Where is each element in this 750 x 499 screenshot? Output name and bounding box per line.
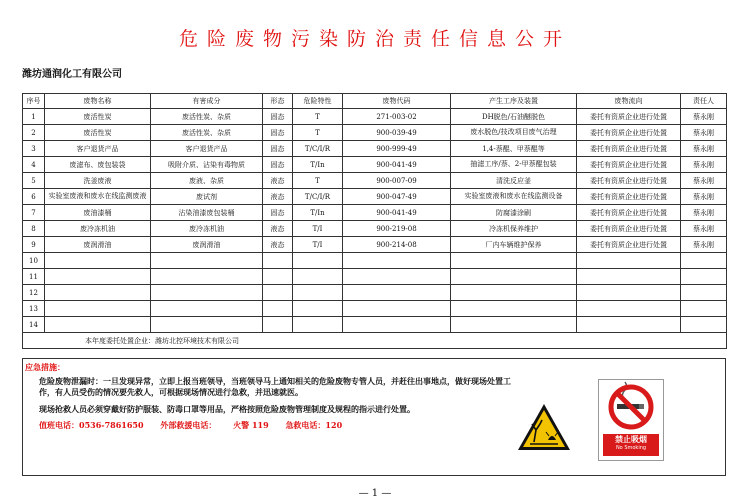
- table-cell: [343, 285, 451, 301]
- table-cell: T/In: [293, 157, 343, 173]
- table-cell: 固态: [263, 157, 293, 173]
- table-cell: 委托有资质企业进行处置: [577, 125, 681, 141]
- table-cell: 液态: [263, 237, 293, 253]
- table-row: [23, 125, 727, 141]
- table-cell: [293, 317, 343, 333]
- table-cell: 13: [23, 301, 45, 317]
- table-cell: [343, 317, 451, 333]
- table-cell: 蔡永刚: [681, 157, 727, 173]
- table-cell: [293, 301, 343, 317]
- column-header: 序号: [23, 94, 45, 109]
- table-row: [23, 189, 727, 205]
- table-cell: [343, 253, 451, 269]
- table-cell: 蔡永刚: [681, 125, 727, 141]
- table-cell: [151, 317, 263, 333]
- page-number: — 1 —: [358, 488, 392, 499]
- table-cell: 废活性炭: [45, 109, 151, 125]
- column-header: 危险特性: [293, 94, 343, 109]
- table-cell: 14: [23, 317, 45, 333]
- table-cell: [343, 269, 451, 285]
- table-cell: 废活性炭、杂质: [151, 125, 263, 141]
- table-cell: 洗釜废液: [45, 173, 151, 189]
- table-cell: 7: [23, 205, 45, 221]
- no-smoking-icon: [599, 380, 663, 434]
- table-cell: 1,4-萘醌、甲萘醌等: [451, 141, 577, 157]
- emergency-paragraph-leak: 危险废物泄漏时：一旦发现异常，立即上报当班领导，当班领导马上通知相关的危险废物专管人员，并赶往出事地点，做好现场处置工作，有人员受伤的情况要先救人，可根据现场情况进行急救，并迅速就医。: [39, 376, 511, 397]
- external-rescue-phone: 外部救援电话：: [160, 420, 217, 430]
- table-cell: 8: [23, 221, 45, 237]
- page-title: 危险废物污染防治责任信息公开: [178, 28, 571, 50]
- table-cell: 蔡永刚: [681, 189, 727, 205]
- emergency-phones: [39, 420, 356, 431]
- table-cell: [681, 253, 727, 269]
- table-cell: 废油漆桶: [45, 205, 151, 221]
- table-cell: [293, 285, 343, 301]
- table-cell: [577, 285, 681, 301]
- table-cell: 3: [23, 141, 45, 157]
- column-header: 废物名称: [45, 94, 151, 109]
- table-cell: 900-041-49: [343, 205, 451, 221]
- table-cell: 12: [23, 285, 45, 301]
- no-smoking-en: No Smoking: [615, 445, 647, 451]
- table-cell: 固态: [263, 205, 293, 221]
- table-cell: 900-039-49: [343, 125, 451, 141]
- table-cell: 实验室废液和废水在线监测设备: [451, 189, 577, 205]
- table-cell: [577, 301, 681, 317]
- table-cell: 防腐漆涂刷: [451, 205, 577, 221]
- table-cell: 液态: [263, 173, 293, 189]
- table-row: [23, 205, 727, 221]
- table-cell: [151, 253, 263, 269]
- table-cell: 实验室废液和废水在线监测废液: [45, 189, 151, 205]
- table-cell: [451, 285, 577, 301]
- fire-phone: 火警 119: [233, 420, 269, 430]
- table-row-empty: [23, 253, 727, 269]
- table-cell: 1: [23, 109, 45, 125]
- table-cell: [45, 285, 151, 301]
- table-cell: [151, 285, 263, 301]
- table-row: [23, 109, 727, 125]
- table-cell: 厂内车辆维护保养: [451, 237, 577, 253]
- table-row: [23, 173, 727, 189]
- table-cell: 固态: [263, 125, 293, 141]
- table-cell: 废冷冻机油: [151, 221, 263, 237]
- table-cell: [681, 269, 727, 285]
- table-cell: 废滤布、废包装袋: [45, 157, 151, 173]
- table-cell: 液态: [263, 189, 293, 205]
- table-header-row: [23, 94, 727, 109]
- emergency-label: 应急措施：: [25, 362, 65, 372]
- table-row-empty: [23, 269, 727, 285]
- table-cell: 废试剂: [151, 189, 263, 205]
- table-cell: 271-003-02: [343, 109, 451, 125]
- column-header: 责任人: [681, 94, 727, 109]
- no-smoking-caption: [603, 434, 659, 456]
- table-cell: T/I: [293, 221, 343, 237]
- table-cell: [343, 301, 451, 317]
- table-cell: 委托有资质企业进行处置: [577, 141, 681, 157]
- table-cell: T/C/I/R: [293, 189, 343, 205]
- table-row-empty: [23, 301, 727, 317]
- table-cell: 客户退货产品: [151, 141, 263, 157]
- table-cell: 委托有资质企业进行处置: [577, 189, 681, 205]
- table-cell: [451, 317, 577, 333]
- table-cell: 11: [23, 269, 45, 285]
- table-cell: [293, 269, 343, 285]
- table-cell: [681, 301, 727, 317]
- table-cell: 清洗反应釜: [451, 173, 577, 189]
- table-footer-row: [23, 333, 727, 349]
- table-cell: 蔡永刚: [681, 205, 727, 221]
- waste-table: [22, 93, 727, 349]
- table-cell: 2: [23, 125, 45, 141]
- table-cell: 废活性炭: [45, 125, 151, 141]
- table-cell: [263, 285, 293, 301]
- table-cell: 900-047-49: [343, 189, 451, 205]
- table-cell: [293, 253, 343, 269]
- table-cell: 委托有资质企业进行处置: [577, 173, 681, 189]
- table-cell: 吸附介质、沾染有毒物质: [151, 157, 263, 173]
- table-cell: 委托有资质企业进行处置: [577, 221, 681, 237]
- table-cell: 900-041-49: [343, 157, 451, 173]
- table-cell: 蔡永刚: [681, 173, 727, 189]
- table-cell: 固态: [263, 141, 293, 157]
- table-cell: 废活性炭、杂质: [151, 109, 263, 125]
- table-cell: 委托有资质企业进行处置: [577, 109, 681, 125]
- table-cell: 固态: [263, 109, 293, 125]
- table-cell: [451, 269, 577, 285]
- emergency-paragraph-rescue: 现场抢救人员必须穿戴好防护服装、防毒口罩等用品，严格按照危险废物管理制度及规程的指示进行处置。: [39, 404, 415, 414]
- table-cell: [263, 253, 293, 269]
- table-cell: 6: [23, 189, 45, 205]
- duty-phone: 值班电话：0536-7861650: [39, 420, 144, 430]
- disposal-company: 本年度委托处置企业：潍坊北控环境技术有限公司: [23, 333, 727, 349]
- table-cell: 废润滑油: [45, 237, 151, 253]
- table-cell: T: [293, 125, 343, 141]
- table-cell: 客户退货产品: [45, 141, 151, 157]
- table-cell: [681, 285, 727, 301]
- table-row-empty: [23, 317, 727, 333]
- company-name: 潍坊通润化工有限公司: [22, 69, 122, 80]
- table-cell: 废润滑油: [151, 237, 263, 253]
- table-cell: 抽滤工序/萘、2-甲萘醌包装: [451, 157, 577, 173]
- table-cell: 4: [23, 157, 45, 173]
- column-header: 有害成分: [151, 94, 263, 109]
- table-cell: 液态: [263, 221, 293, 237]
- table-cell: 冷冻机保养维护: [451, 221, 577, 237]
- table-cell: 废冷冻机油: [45, 221, 151, 237]
- environmental-hazard-icon: [516, 402, 572, 452]
- table-cell: DH脱色/石油醚脱色: [451, 109, 577, 125]
- table-cell: [263, 317, 293, 333]
- table-cell: [451, 253, 577, 269]
- no-smoking-zh: 禁止吸烟: [615, 435, 647, 444]
- table-cell: 蔡永刚: [681, 141, 727, 157]
- table-row: [23, 237, 727, 253]
- table-cell: [151, 269, 263, 285]
- table-cell: [263, 269, 293, 285]
- table-cell: 沾染油漆废包装桶: [151, 205, 263, 221]
- table-row: [23, 157, 727, 173]
- table-cell: 900-214-08: [343, 237, 451, 253]
- table-cell: 900-007-09: [343, 173, 451, 189]
- table-row: [23, 141, 727, 157]
- table-cell: [451, 301, 577, 317]
- table-cell: T/I: [293, 237, 343, 253]
- table-cell: [681, 317, 727, 333]
- table-cell: T: [293, 173, 343, 189]
- table-cell: 废水脱色/技改项目废气治理: [451, 125, 577, 141]
- table-cell: 蔡永刚: [681, 221, 727, 237]
- table-cell: 900-219-08: [343, 221, 451, 237]
- table-cell: T: [293, 109, 343, 125]
- table-row-empty: [23, 285, 727, 301]
- column-header: 废物代码: [343, 94, 451, 109]
- table-cell: 委托有资质企业进行处置: [577, 205, 681, 221]
- table-cell: T/C/I/R: [293, 141, 343, 157]
- table-cell: 5: [23, 173, 45, 189]
- table-cell: 蔡永刚: [681, 237, 727, 253]
- table-cell: [577, 253, 681, 269]
- table-cell: 废液、杂质: [151, 173, 263, 189]
- table-cell: 委托有资质企业进行处置: [577, 237, 681, 253]
- column-header: 形态: [263, 94, 293, 109]
- table-cell: [45, 301, 151, 317]
- ambulance-phone: 急救电话：120: [285, 420, 343, 430]
- table-cell: [263, 301, 293, 317]
- column-header: 废物流向: [577, 94, 681, 109]
- column-header: 产生工序及装置: [451, 94, 577, 109]
- table-cell: 9: [23, 237, 45, 253]
- table-cell: [577, 317, 681, 333]
- no-smoking-sign: [598, 379, 664, 461]
- table-cell: [45, 317, 151, 333]
- table-cell: 900-999-49: [343, 141, 451, 157]
- table-cell: [577, 269, 681, 285]
- table-cell: 蔡永刚: [681, 109, 727, 125]
- table-cell: 委托有资质企业进行处置: [577, 157, 681, 173]
- table-cell: [151, 301, 263, 317]
- table-cell: 10: [23, 253, 45, 269]
- table-cell: T/In: [293, 205, 343, 221]
- table-cell: [45, 269, 151, 285]
- table-row: [23, 221, 727, 237]
- table-cell: [45, 253, 151, 269]
